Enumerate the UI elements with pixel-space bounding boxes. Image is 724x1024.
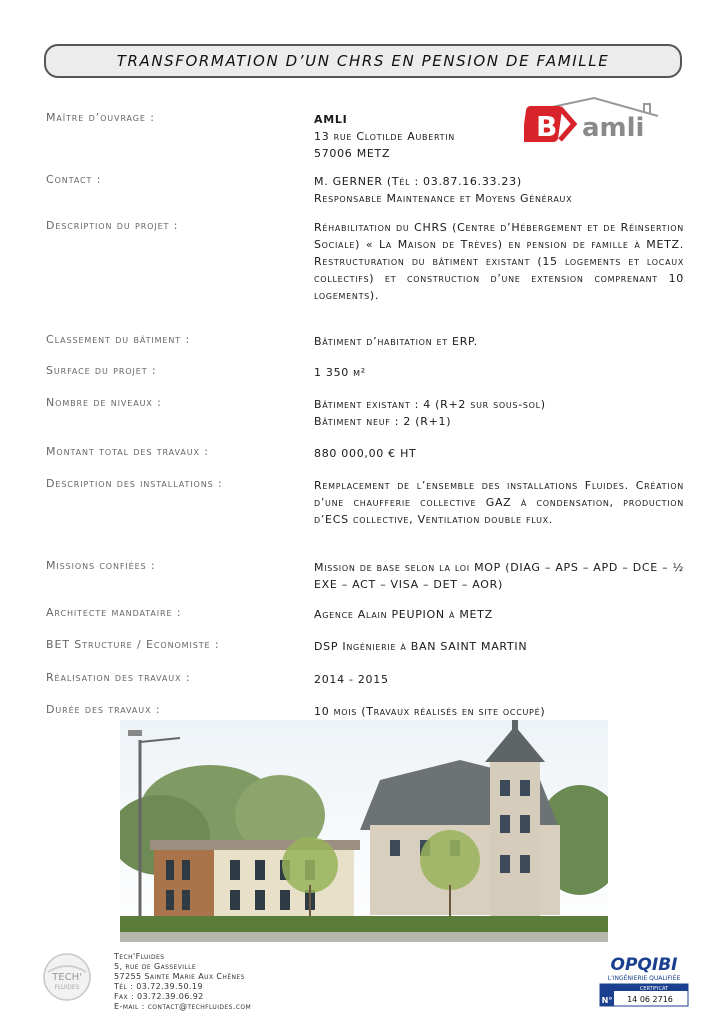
techfluides-logo <box>42 952 92 1002</box>
opqibi-certification-logo <box>598 952 690 1008</box>
company-street: 5, rue de Gasseville <box>114 962 197 971</box>
field-label: Durée des travaux : <box>46 703 161 716</box>
techfluides-logo-line2: FLUIDES <box>54 984 80 991</box>
certificat-number: 14 06 2716 <box>627 995 673 1004</box>
field-value: DSP Ingénierie à BAN SAINT MARTIN <box>314 640 528 653</box>
field-label: Contact : <box>46 173 102 186</box>
contact-name: M. GERNER (Tél : 03.87.16.33.23) <box>314 175 522 188</box>
amli-logo-text: amli <box>582 113 645 143</box>
field-label: Montant total des travaux : <box>46 445 209 458</box>
opqibi-logo-text: OPQIBI <box>610 955 678 975</box>
field-value: 1 350 m² <box>314 366 366 379</box>
company-email[interactable]: E-mail : contact@techfluides.com <box>114 1002 252 1011</box>
svg-text:B: B <box>536 110 558 143</box>
field-label: Réalisation des travaux : <box>46 671 191 684</box>
field-label: Classement du bâtiment : <box>46 333 191 346</box>
niveaux-existant: Bâtiment existant : 4 (R+2 sur sous-sol) <box>314 398 546 411</box>
certificat-label: CERTIFICAT <box>639 986 669 992</box>
techfluides-logo-line1: TECH' <box>52 972 82 983</box>
client-name: AMLI <box>314 113 348 126</box>
field-value: Mission de base selon la loi MOP (DIAG – APS – APD – DCE – ½ EXE – ACT – VISA – DET – AOR) <box>314 561 684 591</box>
field-value <box>314 173 684 207</box>
field-label: Maître d’ouvrage : <box>46 111 155 124</box>
field-value: Bâtiment d’habitation et ERP. <box>314 335 478 348</box>
field-value: Agence Alain PEUPION à METZ <box>314 608 493 621</box>
project-rendering-image <box>120 720 608 942</box>
company-city: 57255 Sainte Marie Aux Chênes <box>114 972 245 981</box>
field-label: Description des installations : <box>46 477 223 490</box>
field-value: 2014 - 2015 <box>314 673 389 686</box>
page-title: TRANSFORMATION D’UN CHRS EN PENSION DE FAMILLE <box>116 52 610 70</box>
contact-role: Responsable Maintenance et Moyens Généraux <box>314 192 573 205</box>
opqibi-tagline: L'INGÉNIERIE QUALIFIÉE <box>607 975 681 982</box>
client-street: 13 rue Clotilde Aubertin <box>314 130 455 143</box>
field-label: Architecte mandataire : <box>46 606 182 619</box>
field-value: Remplacement de l’ensemble des installations Fluides. Création d’une chaufferie collective GAZ à condensation, production d’ECS collective, Ventilation double flux. <box>314 479 684 526</box>
company-tel: Tél : 03.72.39.50.19 <box>114 982 203 991</box>
field-label: Missions confiées : <box>46 559 156 572</box>
title-banner <box>44 44 682 78</box>
company-fax: Fax : 03.72.39.06.92 <box>114 992 204 1001</box>
field-label: Surface du projet : <box>46 364 157 377</box>
certificat-prefix: N° <box>601 996 613 1005</box>
field-value <box>314 396 684 430</box>
company-address <box>114 952 251 1012</box>
field-label: Nombre de niveaux : <box>46 396 162 409</box>
field-label: BET Structure / Economiste : <box>46 638 220 651</box>
field-value <box>314 111 684 162</box>
field-value: 10 mois (Travaux réalisés en site occupé) <box>314 705 546 718</box>
niveaux-neuf: Bâtiment neuf : 2 (R+1) <box>314 415 452 428</box>
field-value: 880 000,00 € HT <box>314 447 417 460</box>
client-city: 57006 METZ <box>314 147 391 160</box>
field-value: Réhabilitation du CHRS (Centre d’Hébergement et de Réinsertion Sociale) « La Maison de Trèves) en pension de famille à METZ. Restructuration du bâtiment existant (15 logements et locaux collectifs) et construction d’une extension comprenant 10 logements). <box>314 221 684 302</box>
company-name: Tech'Fluides <box>114 952 165 961</box>
field-label: Description du projet : <box>46 219 179 232</box>
